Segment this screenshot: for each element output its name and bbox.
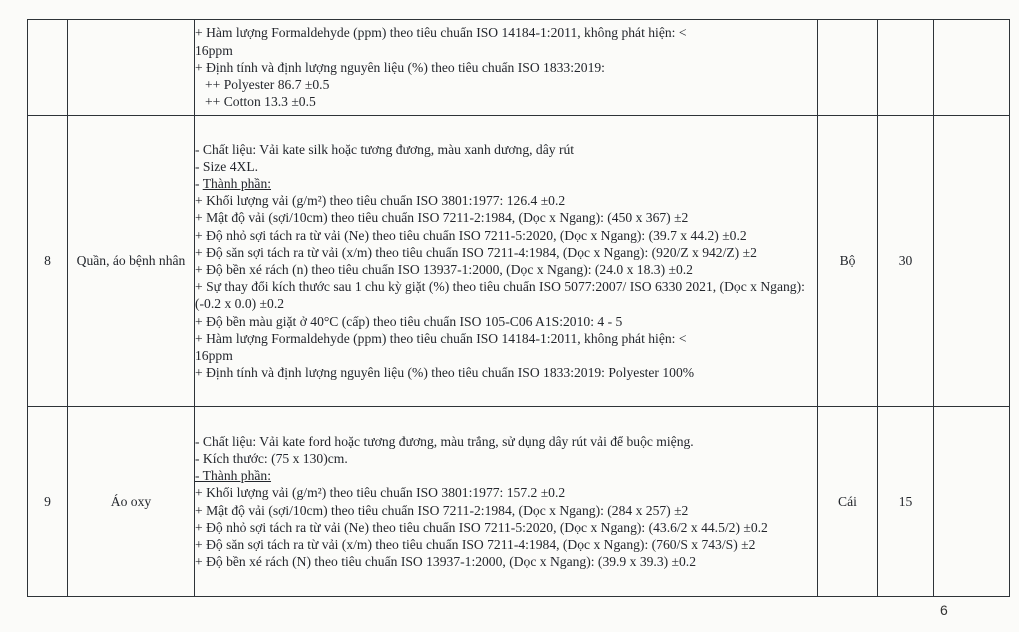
spec-line: ++ Cotton 13.3 ±0.5: [205, 94, 316, 110]
spec-line: + Độ nhỏ sợi tách ra từ vải (Ne) theo tiêu chuẩn ISO 7211-5:2020, (Dọc x Ngang): (43.6/2 x 44.5/2) ±0.2: [195, 519, 768, 535]
spec-line: + Hàm lượng Formaldehyde (ppm) theo tiêu chuẩn ISO 14184-1:2011, không phát hiện: <: [195, 25, 687, 41]
page-number: 6: [940, 602, 948, 618]
spec-line: + Độ bền xé rách (n) theo tiêu chuẩn ISO 13937-1:2000, (Dọc x Ngang): (24.0 x 18.3) ±0.2: [195, 262, 693, 277]
spec-line: + Hàm lượng Formaldehyde (ppm) theo tiêu chuẩn ISO 14184-1:2011, không phát hiện: <: [195, 330, 687, 346]
spec-line: ++ Polyester 86.7 ±0.5: [205, 77, 330, 93]
item-name-cell: Áo oxy: [68, 407, 195, 597]
spec-line: + Khối lượng vải (g/m²) theo tiêu chuẩn ISO 3801:1977: 126.4 ±0.2: [195, 193, 566, 209]
spec-line: - Kích thước: (75 x 130)cm.: [195, 450, 348, 466]
table-row: [28, 116, 1010, 407]
spec-line: - Thành phần:: [195, 468, 272, 484]
spec-cell: [195, 20, 818, 116]
spec-line: + Độ nhỏ sợi tách ra từ vải (Ne) theo tiêu chuẩn ISO 7211-5:2020, (Dọc x Ngang): (39.7 x 44.2) ±0.2: [195, 227, 747, 243]
spec-line: + Khối lượng vải (g/m²) theo tiêu chuẩn ISO 3801:1977: 157.2 ±0.2: [195, 485, 566, 501]
note-cell: [934, 20, 1010, 116]
quantity-cell: 30: [878, 116, 934, 407]
spec-line: + Mật độ vải (sợi/10cm) theo tiêu chuẩn ISO 7211-2:1984, (Dọc x Ngang): (450 x 367) ±2: [195, 210, 689, 226]
spec-line: + Độ săn sợi tách ra từ vải (x/m) theo tiêu chuẩn ISO 7211-4:1984, (Dọc x Ngang): (920/Z x 942/Z) ±2: [195, 244, 757, 260]
spec-line: 16ppm: [195, 348, 233, 364]
quantity-cell: 15: [878, 407, 934, 597]
spec-line: + Độ săn sợi tách ra từ vải (x/m) theo tiêu chuẩn ISO 7211-4:1984, (Dọc x Ngang): (760/S x 743/S) ±2: [195, 536, 756, 552]
spec-line: - Chất liệu: Vải kate silk hoặc tương đương, màu xanh dương, dây rút: [195, 141, 575, 157]
spec-table: [27, 19, 1010, 597]
spec-line: 16ppm: [195, 42, 233, 58]
spec-line: - Size 4XL.: [195, 158, 259, 174]
spec-line: + Độ bền màu giặt ở 40°C (cấp) theo tiêu chuẩn ISO 105-C06 A1S:2010: 4 - 5: [195, 313, 623, 329]
spec-cell: [195, 407, 818, 597]
item-name-cell: [68, 20, 195, 116]
spec-line: + Sự thay đổi kích thước sau 1 chu kỳ giặt (%) theo tiêu chuẩn ISO 5077:2007/ ISO 6330 2021, (Dọc x Ngang): (-0.2 x 0.0) ±0.2: [195, 279, 805, 312]
spec-line: + Định tính và định lượng nguyên liệu (%) theo tiêu chuẩn ISO 1833:2019:: [195, 59, 605, 75]
spec-line: + Mật độ vải (sợi/10cm) theo tiêu chuẩn ISO 7211-2:1984, (Dọc x Ngang): (284 x 257) ±2: [195, 502, 689, 518]
stt-cell: [28, 20, 68, 116]
spec-line: - Thành phần:: [195, 175, 272, 191]
spec-line: + Định tính và định lượng nguyên liệu (%) theo tiêu chuẩn ISO 1833:2019: Polyester 100%: [195, 365, 695, 381]
unit-cell: [818, 20, 878, 116]
item-name-cell: Quần, áo bệnh nhân: [68, 116, 195, 407]
note-cell: [934, 116, 1010, 407]
note-cell: [934, 407, 1010, 597]
composition-heading: Thành phần:: [202, 175, 272, 191]
table-row: [28, 407, 1010, 597]
spec-line: - Chất liệu: Vải kate ford hoặc tương đương, màu trắng, sử dụng dây rút vải để buộc miệng.: [195, 433, 694, 449]
spec-cell: [195, 116, 818, 407]
quantity-cell: [878, 20, 934, 116]
unit-cell: Cái: [818, 407, 878, 597]
stt-cell: 9: [28, 407, 68, 597]
stt-cell: 8: [28, 116, 68, 407]
unit-cell: Bộ: [818, 116, 878, 407]
spec-line: + Độ bền xé rách (N) theo tiêu chuẩn ISO 13937-1:2000, (Dọc x Ngang): (39.9 x 39.3) ±0.2: [195, 554, 696, 570]
table-row: [28, 20, 1010, 116]
